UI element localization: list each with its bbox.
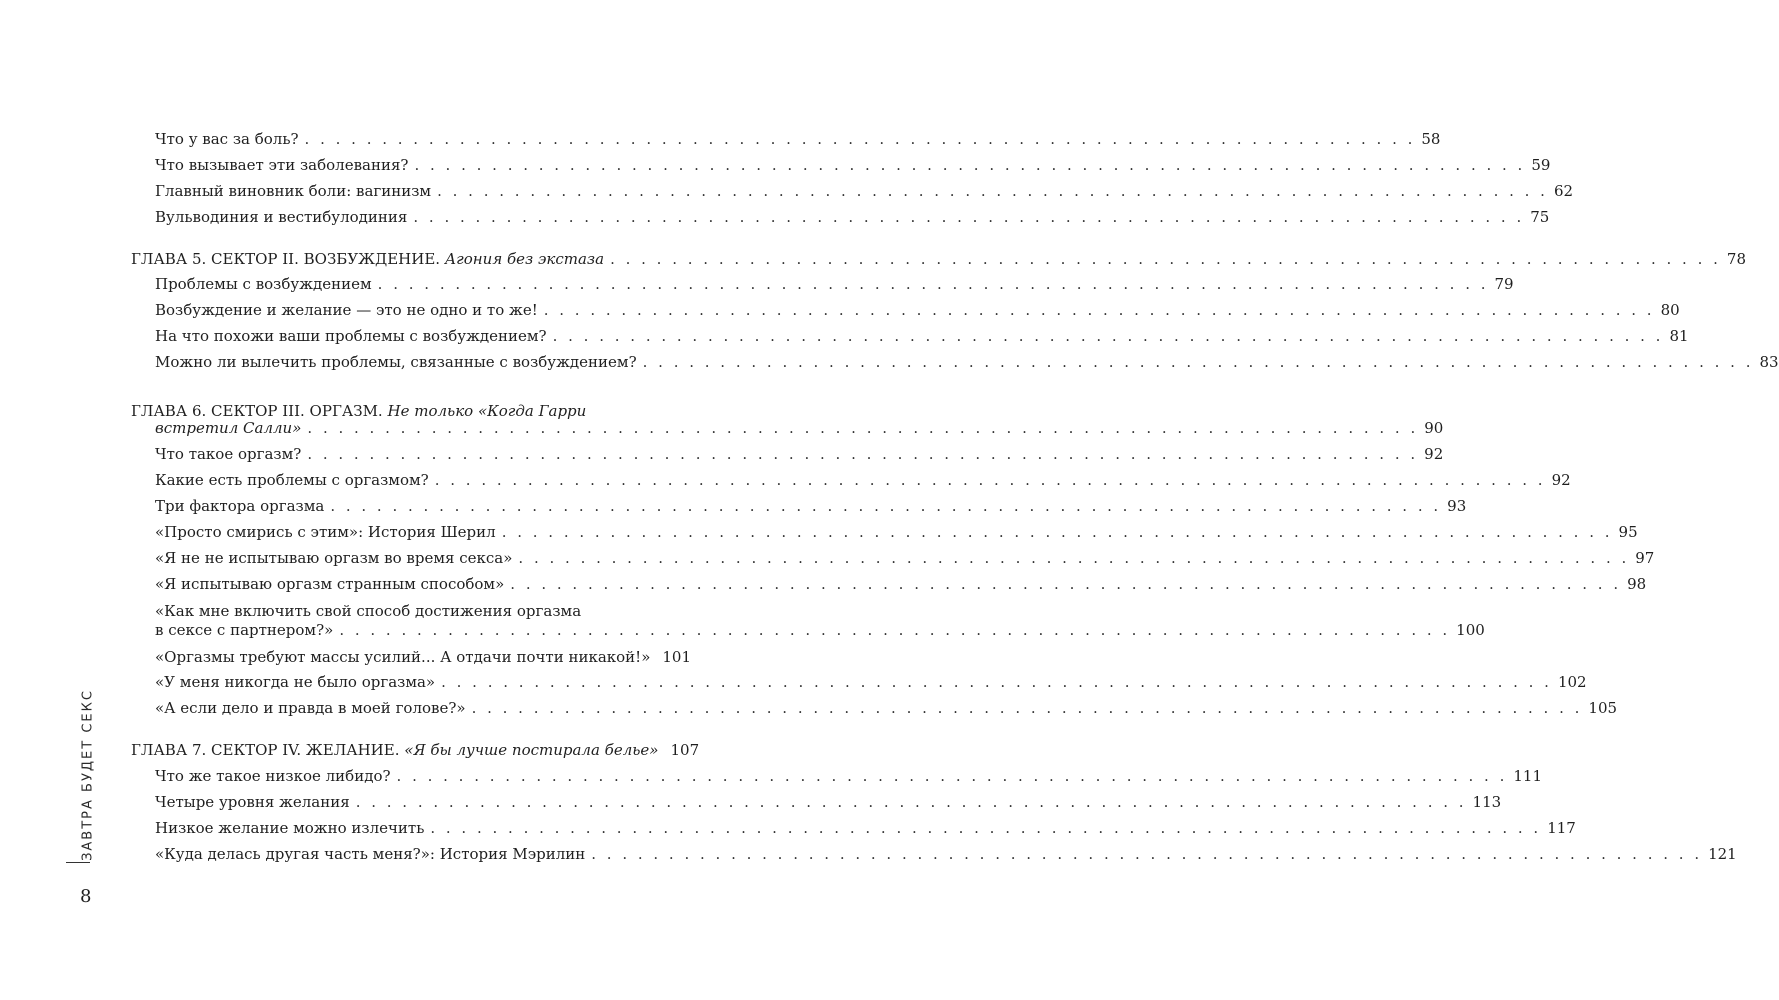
toc-entry <box>155 546 1655 570</box>
dot-leader: . . . . . . . . . . . . . . . . . . . . . . . . . . . . . . . . . . . . . . . . . . . . . . . . . . . . . . . . . . . . . . . . . . . . . . . . <box>552 327 1664 345</box>
toc-entry <box>155 764 1543 788</box>
entry-title: Вульводиния и вестибулодиния <box>155 208 408 226</box>
toc-entry <box>155 468 1571 492</box>
entry-title: Какие есть проблемы с оргазмом? <box>155 471 429 489</box>
entry-title: Низкое желание можно излечить <box>155 819 425 837</box>
dot-leader: . . . . . . . . . . . . . . . . . . . . . . . . . . . . . . . . . . . . . . . . . . . . . . . . . . . . . . . . . . . . . . . . . . . . . . . . <box>610 250 1721 268</box>
entry-title: «Просто смирись с этим»: История Шерил <box>155 523 496 541</box>
dot-leader: . . . . . . . . . . . . . . . . . . . . . . . . . . . . . . . . . . . . . . . . . . . . . . . . . . . . . . . . . . . . . . . . . . . . . . . . <box>510 575 1622 593</box>
entry-page: 78 <box>1726 250 1746 268</box>
entry-title: Можно ли вылечить проблемы, связанные с возбуждением? <box>155 353 637 371</box>
entry-page: 98 <box>1627 575 1647 593</box>
toc-entry <box>155 790 1502 814</box>
entry-title-cont: в сексе с партнером?» <box>155 621 334 639</box>
chapter-label: ГЛАВА 6. СЕКТОР III. ОРГАЗМ. <box>131 402 383 420</box>
toc-entry <box>155 324 1689 348</box>
entry-page: 92 <box>1424 445 1444 463</box>
chapter-label: ГЛАВА 7. СЕКТОР IV. ЖЕЛАНИЕ. <box>131 741 400 759</box>
toc-entry <box>155 153 1551 177</box>
entry-title: Три фактора оргазма <box>155 497 325 515</box>
entry-page: 117 <box>1547 819 1576 837</box>
entry-page: 101 <box>662 648 692 666</box>
dot-leader: . . . . . . . . . . . . . . . . . . . . . . . . . . . . . . . . . . . . . . . . . . . . . . . . . . . . . . . . . . . . . . . . . . . . . . . . <box>501 523 1613 541</box>
toc-entry <box>155 816 1576 840</box>
entry-title: Что вызывает эти заболевания? <box>155 156 409 174</box>
dot-leader: . . . . . . . . . . . . . . . . . . . . . . . . . . . . . . . . . . . . . . . . . . . . . . . . . . . . . . . . . . . . . . . . . . . . . . . . <box>307 445 1419 463</box>
entry-page: 100 <box>1456 621 1485 639</box>
entry-title: «Оргазмы требуют массы усилий... А отдачи почти никакой!» <box>155 648 651 666</box>
dot-leader: . . . . . . . . . . . . . . . . . . . . . . . . . . . . . . . . . . . . . . . . . . . . . . . . . . . . . . . . . . . . . . . . . . . . . . . . <box>434 471 1546 489</box>
toc-chapter <box>155 416 1444 440</box>
toc-entry <box>155 298 1680 322</box>
entry-title: Четыре уровня желания <box>155 793 350 811</box>
entry-page: 95 <box>1618 523 1638 541</box>
chapter-subtitle-cont: встретил Салли» <box>155 419 302 437</box>
toc-entry <box>155 520 1638 544</box>
dot-leader: . . . . . . . . . . . . . . . . . . . . . . . . . . . . . . . . . . . . . . . . . . . . . . . . . . . . . . . . . . . . . . . . . . . . . . . . <box>591 845 1703 863</box>
running-head-text: ЗАВТРА БУДЕТ СЕКС <box>80 689 96 861</box>
dot-leader: . . . . . . . . . . . . . . . . . . . . . . . . . . . . . . . . . . . . . . . . . . . . . . . . . . . . . . . . . . . . . . . . . . . . . . . . <box>471 699 1583 717</box>
entry-title: Возбуждение и желание — это не одно и то же! <box>155 301 538 319</box>
dot-leader: . . . . . . . . . . . . . . . . . . . . . . . . . . . . . . . . . . . . . . . . . . . . . . . . . . . . . . . . . . . . . . . . . . . . . . . . <box>330 497 1442 515</box>
entry-page: 58 <box>1421 130 1441 148</box>
running-head-rule <box>66 862 90 863</box>
entry-page: 80 <box>1660 301 1680 319</box>
toc-entry <box>155 670 1587 694</box>
toc-entry <box>155 645 692 669</box>
entry-page: 59 <box>1531 156 1551 174</box>
toc-entry <box>155 696 1618 720</box>
chapter-subtitle: «Я бы лучше постирала белье» <box>404 741 659 759</box>
dot-leader: . . . . . . . . . . . . . . . . . . . . . . . . . . . . . . . . . . . . . . . . . . . . . . . . . . . . . . . . . . . . . . . . . . . . . . . . <box>430 819 1542 837</box>
entry-title: «А если дело и правда в моей голове?» <box>155 699 466 717</box>
entry-page: 75 <box>1530 208 1550 226</box>
toc-entry <box>155 205 1550 229</box>
dot-leader: . . . . . . . . . . . . . . . . . . . . . . . . . . . . . . . . . . . . . . . . . . . . . . . . . . . . . . . . . . . . . . . . . . . . . . . . <box>339 621 1451 639</box>
toc-entry <box>155 350 1779 374</box>
toc-entry <box>155 842 1737 866</box>
dot-leader: . . . . . . . . . . . . . . . . . . . . . . . . . . . . . . . . . . . . . . . . . . . . . . . . . . . . . . . . . . . . . . . . . . . . . . . . <box>642 353 1754 371</box>
chapter-subtitle: Агония без экстаза <box>444 250 605 268</box>
dot-leader: . . . . . . . . . . . . . . . . . . . . . . . . . . . . . . . . . . . . . . . . . . . . . . . . . . . . . . . . . . . . . . . . . . . . . . . . <box>396 767 1508 785</box>
toc-entry <box>155 494 1467 518</box>
dot-leader: . . . . . . . . . . . . . . . . . . . . . . . . . . . . . . . . . . . . . . . . . . . . . . . . . . . . . . . . . . . . . . . . . . . . . . . . <box>543 301 1655 319</box>
toc-entry <box>155 127 1441 151</box>
toc-chapter <box>131 247 1746 271</box>
chapter-subtitle: Не только «Когда Гарри <box>387 402 587 420</box>
entry-page: 97 <box>1635 549 1655 567</box>
dot-leader: . . . . . . . . . . . . . . . . . . . . . . . . . . . . . . . . . . . . . . . . . . . . . . . . . . . . . . . . . . . . . . . . . . . . . . . . <box>414 156 1526 174</box>
entry-page: 92 <box>1551 471 1571 489</box>
entry-page: 90 <box>1424 419 1444 437</box>
entry-title: Проблемы с возбуждением <box>155 275 372 293</box>
entry-title: «Я не не испытываю оргазм во время секса» <box>155 549 513 567</box>
entry-title: Что же такое низкое либидо? <box>155 767 391 785</box>
dot-leader: . . . . . . . . . . . . . . . . . . . . . . . . . . . . . . . . . . . . . . . . . . . . . . . . . . . . . . . . . . . . . . . . . . . . . . . . <box>355 793 1467 811</box>
toc-entry-line1: «Как мне включить свой способ достижения оргазма <box>155 602 582 620</box>
toc-chapter <box>131 738 700 762</box>
entry-page: 81 <box>1669 327 1689 345</box>
entry-page: 79 <box>1494 275 1514 293</box>
entry-title: «У меня никогда не было оргазма» <box>155 673 436 691</box>
entry-page: 102 <box>1557 673 1587 691</box>
dot-leader: . . . . . . . . . . . . . . . . . . . . . . . . . . . . . . . . . . . . . . . . . . . . . . . . . . . . . . . . . . . . . . . . . . . . . . . . <box>437 182 1548 200</box>
entry-page: 121 <box>1708 845 1737 863</box>
entry-title: Что такое оргазм? <box>155 445 302 463</box>
entry-page: 113 <box>1472 793 1502 811</box>
entry-page: 111 <box>1513 767 1543 785</box>
toc-entry <box>155 272 1514 296</box>
entry-title: На что похожи ваши проблемы с возбуждением? <box>155 327 547 345</box>
toc-entry <box>155 442 1444 466</box>
toc-entry <box>155 572 1647 596</box>
running-head <box>76 688 100 862</box>
entry-page: 107 <box>670 741 700 759</box>
dot-leader: . . . . . . . . . . . . . . . . . . . . . . . . . . . . . . . . . . . . . . . . . . . . . . . . . . . . . . . . . . . . . . . . . . . . . . . . <box>413 208 1525 226</box>
chapter-label: ГЛАВА 5. СЕКТОР II. ВОЗБУЖДЕНИЕ. <box>131 250 441 268</box>
entry-title: Что у вас за боль? <box>155 130 299 148</box>
entry-page: 83 <box>1759 353 1779 371</box>
entry-page: 105 <box>1588 699 1618 717</box>
dot-leader: . . . . . . . . . . . . . . . . . . . . . . . . . . . . . . . . . . . . . . . . . . . . . . . . . . . . . . . . . . . . . . . . . . . . . . . . <box>518 549 1630 567</box>
entry-page: 93 <box>1447 497 1467 515</box>
entry-title: Главный виновник боли: вагинизм <box>155 182 432 200</box>
dot-leader: . . . . . . . . . . . . . . . . . . . . . . . . . . . . . . . . . . . . . . . . . . . . . . . . . . . . . . . . . . . . . . . . . . . . . . . . <box>307 419 1419 437</box>
toc-entry <box>155 179 1574 203</box>
dot-leader: . . . . . . . . . . . . . . . . . . . . . . . . . . . . . . . . . . . . . . . . . . . . . . . . . . . . . . . . . . . . . . . . . . . . . . . . <box>304 130 1416 148</box>
dot-leader: . . . . . . . . . . . . . . . . . . . . . . . . . . . . . . . . . . . . . . . . . . . . . . . . . . . . . . . . . . . . . . . . . . . . . . . . <box>377 275 1489 293</box>
dot-leader: . . . . . . . . . . . . . . . . . . . . . . . . . . . . . . . . . . . . . . . . . . . . . . . . . . . . . . . . . . . . . . . . . . . . . . . . <box>441 673 1552 691</box>
chapter-title <box>131 738 659 762</box>
page-number: 8 <box>80 886 92 907</box>
chapter-title <box>131 247 604 271</box>
entry-page: 62 <box>1553 182 1574 200</box>
entry-title: «Куда делась другая часть меня?»: История Мэрилин <box>155 845 586 863</box>
entry-title: «Я испытываю оргазм странным способом» <box>155 575 505 593</box>
toc-entry <box>155 618 1485 642</box>
